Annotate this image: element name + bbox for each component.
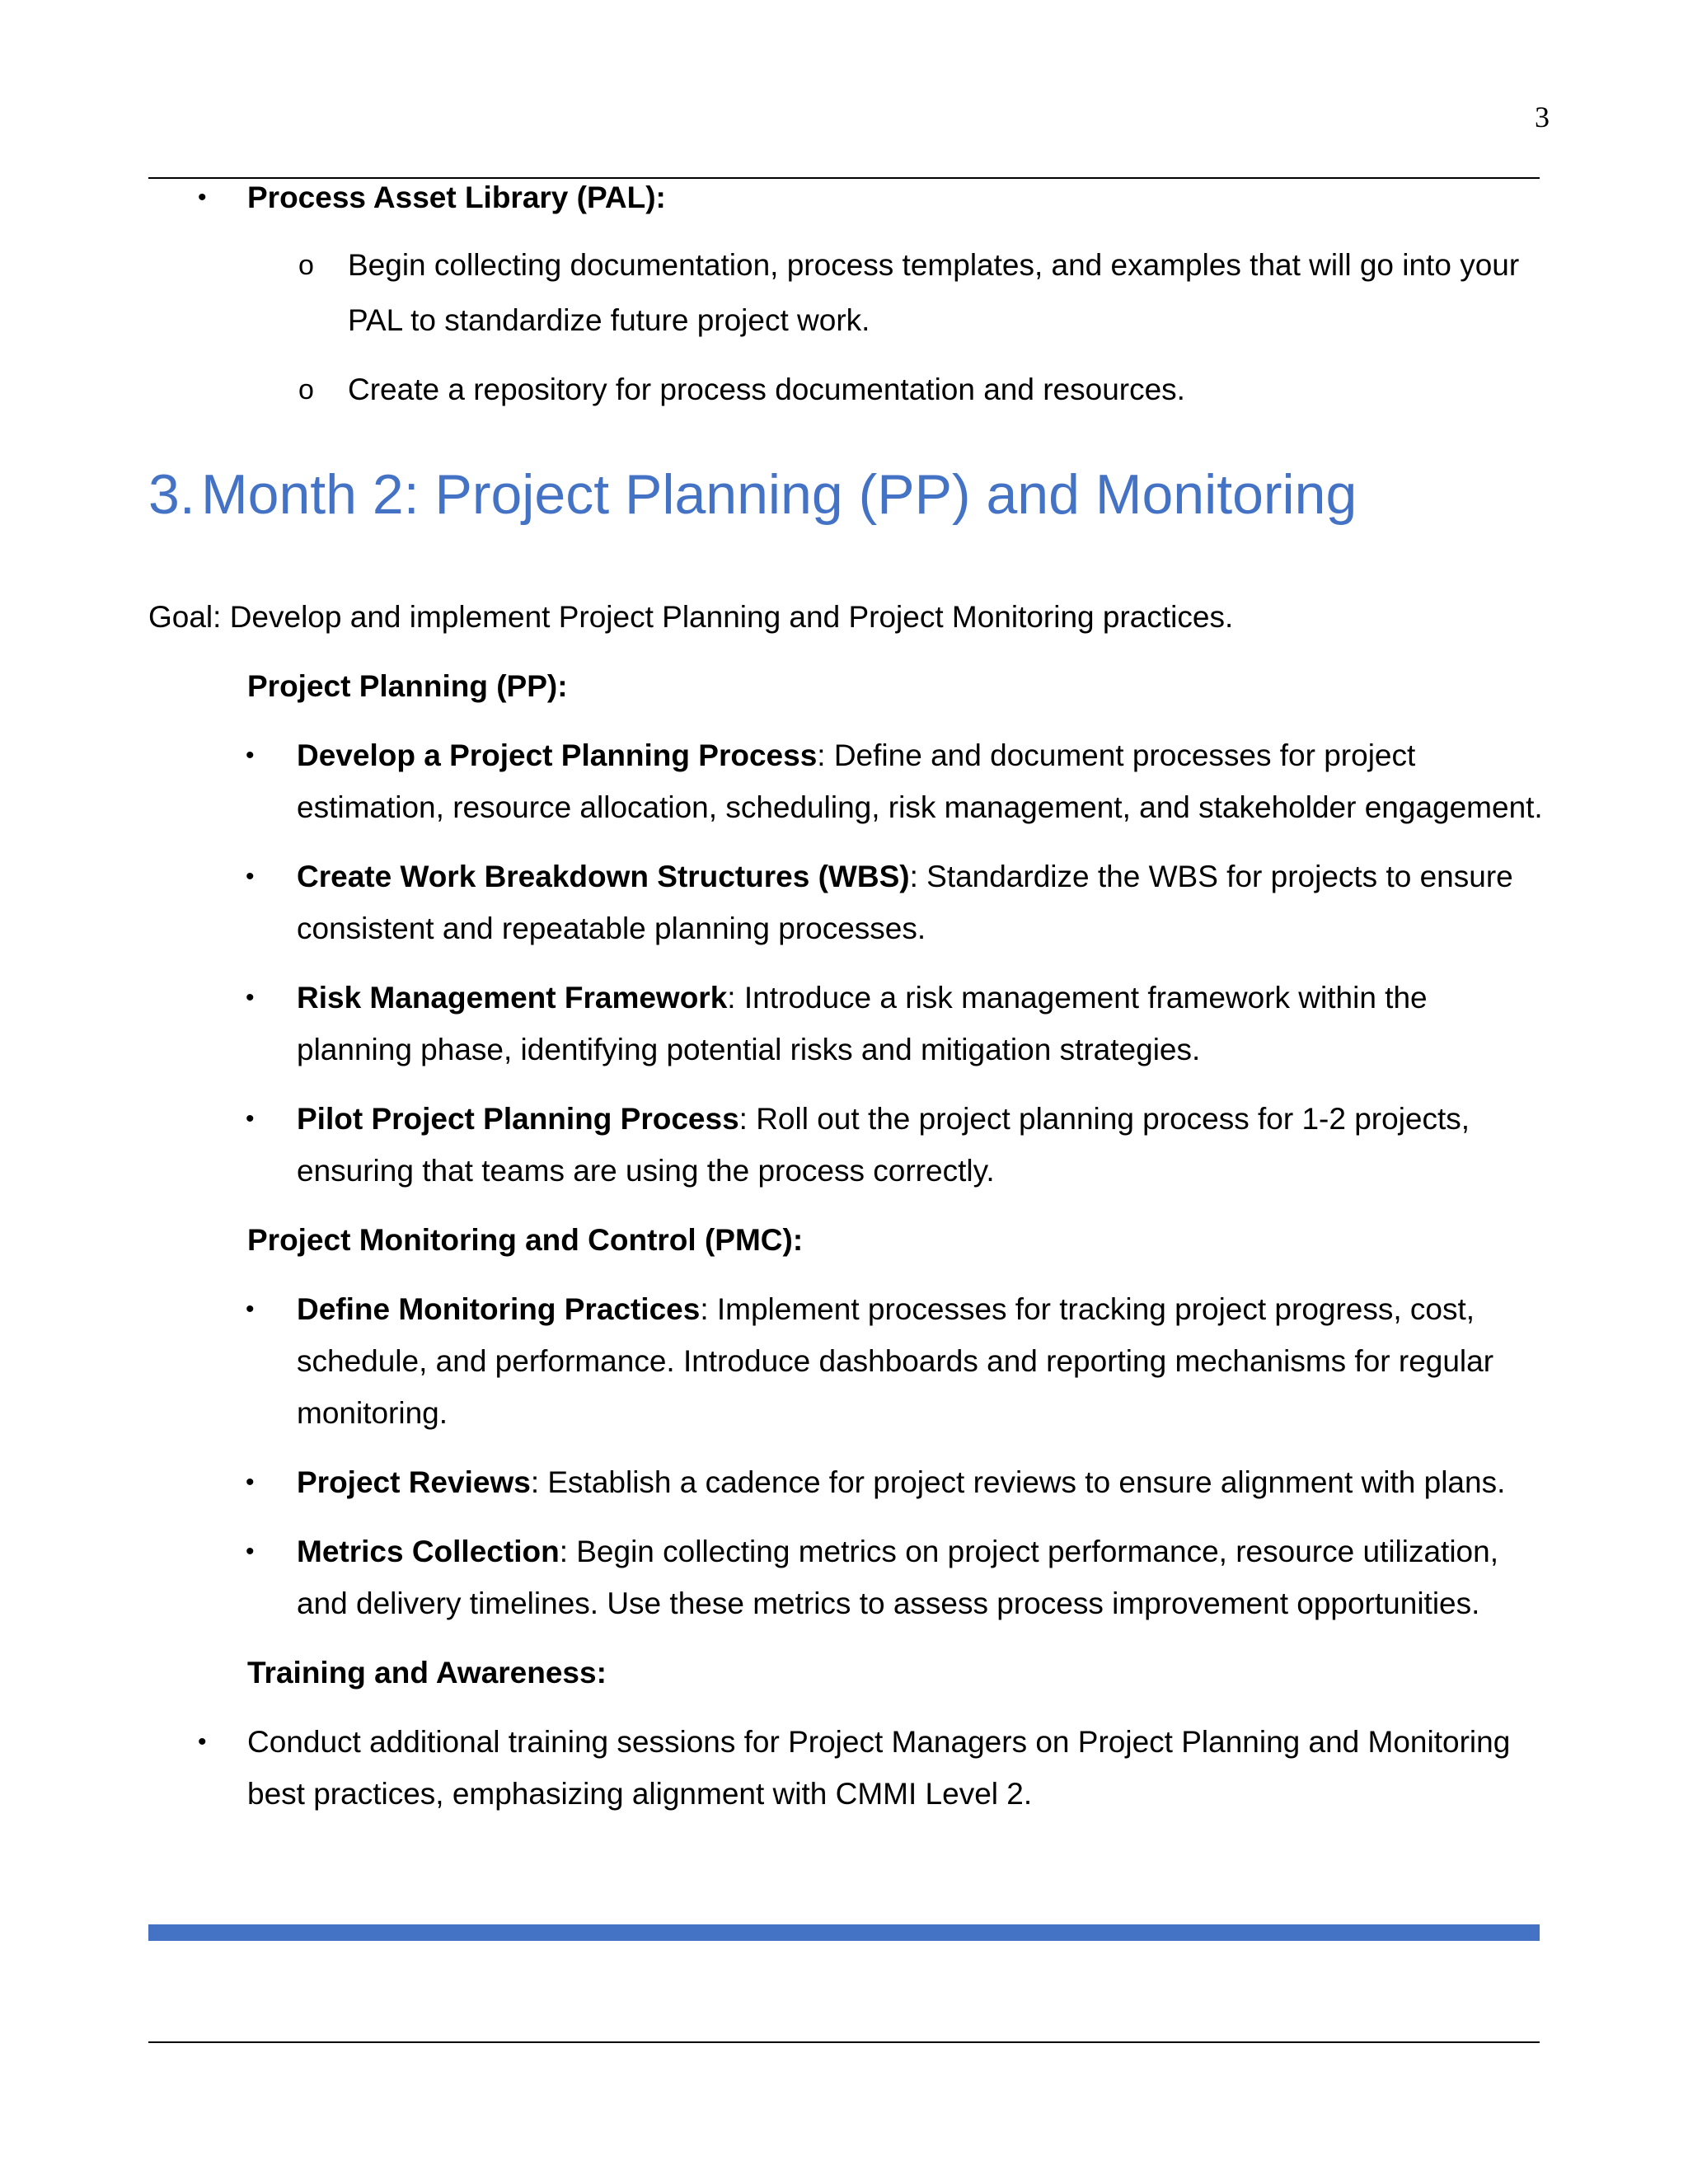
bullet-pmc-1: • [246, 1296, 255, 1323]
bullet-pp-1: • [246, 742, 255, 769]
pp-item-2-line-1: Create Work Breakdown Structures (WBS): Standardize the WBS for projects to ensure [297, 860, 1513, 893]
pp-item-1-line-2: estimation, resource allocation, scheduling, risk management, and stakeholder engagement. [297, 790, 1543, 824]
training-heading: Training and Awareness: [247, 1656, 607, 1690]
pp-item-2-line-2: consistent and repeatable planning processes. [297, 912, 926, 945]
training-item-1-line-2: best practices, emphasizing alignment with CMMI Level 2. [247, 1777, 1033, 1811]
bullet-pp-3: • [246, 984, 255, 1011]
section-number: 3. [148, 463, 195, 526]
pmc-item-1-line-3: monitoring. [297, 1396, 448, 1430]
bullet-pp-2: • [246, 863, 255, 890]
pal-item-1-line-1: Begin collecting documentation, process templates, and examples that will go into your [348, 248, 1520, 282]
bullet-pmc-2: • [246, 1469, 255, 1496]
pmc-heading: Project Monitoring and Control (PMC): [247, 1223, 804, 1257]
bullet-pp-4: • [246, 1105, 255, 1132]
goal-text: Goal: Develop and implement Project Planning and Project Monitoring practices. [148, 600, 1234, 634]
footer-rule [148, 2041, 1540, 2043]
pp-item-3-line-1: Risk Management Framework: Introduce a risk management framework within the [297, 981, 1428, 1015]
footer-accent-bar [148, 1924, 1540, 1941]
pal-item-1-line-2: PAL to standardize future project work. [348, 303, 870, 337]
bullet-pmc-3: • [246, 1538, 255, 1565]
pp-item-4-line-2: ensuring that teams are using the process correctly. [297, 1154, 995, 1188]
pp-item-3-line-2: planning phase, identifying potential risks and mitigation strategies. [297, 1033, 1201, 1066]
pal-title: Process Asset Library (PAL): [247, 180, 666, 214]
pmc-item-1-line-1: Define Monitoring Practices: Implement processes for tracking project progress, cost, [297, 1292, 1475, 1326]
header-rule [148, 177, 1540, 179]
pp-heading: Project Planning (PP): [247, 669, 568, 703]
circle-bullet-pal-2: o [298, 374, 314, 405]
pp-item-4-line-1: Pilot Project Planning Process: Roll out the project planning process for 1-2 projects, [297, 1102, 1470, 1136]
pmc-item-2-line-1: Project Reviews: Establish a cadence for project reviews to ensure alignment with plans. [297, 1465, 1506, 1499]
pmc-item-1-line-2: schedule, and performance. Introduce dashboards and reporting mechanisms for regular [297, 1344, 1494, 1378]
pal-item-2-line-1: Create a repository for process documentation and resources. [348, 373, 1185, 406]
circle-bullet-pal-1: o [298, 250, 314, 281]
pp-item-1-line-1: Develop a Project Planning Process: Define and document processes for project [297, 738, 1416, 772]
bullet-pal: • [198, 184, 207, 211]
pmc-item-3-line-2: and delivery timelines. Use these metrics to assess process improvement opportunities. [297, 1586, 1480, 1620]
page-number: 3 [1535, 101, 1550, 134]
pmc-item-3-line-1: Metrics Collection: Begin collecting metrics on project performance, resource utilization, [297, 1535, 1498, 1568]
section-title: Month 2: Project Planning (PP) and Monitoring [201, 463, 1357, 526]
bullet-training-1: • [198, 1728, 207, 1755]
section-heading [148, 462, 1357, 527]
training-item-1-line-1: Conduct additional training sessions for Project Managers on Project Planning and Monitoring [247, 1725, 1511, 1759]
